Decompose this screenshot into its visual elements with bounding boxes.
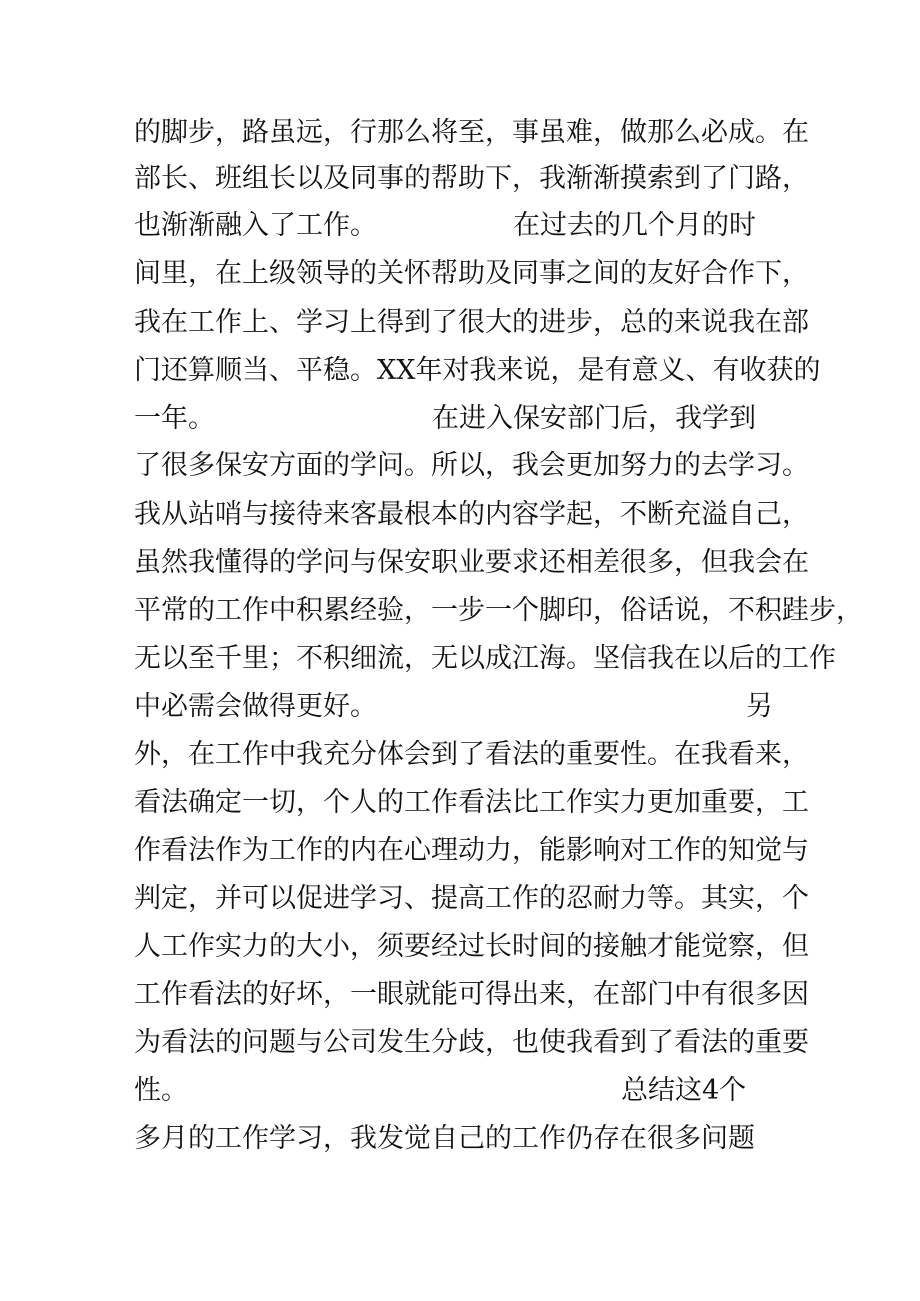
text-line-17: 判定，并可以促进学习、提高工作的忍耐力等。其实，个 — [134, 883, 809, 914]
text-line-8: 了很多保安方面的学问。所以，我会更加努力的去学习。 — [134, 450, 809, 481]
text-line-4: 间里，在上级领导的关怀帮助及同事之间的友好合作下， — [134, 258, 809, 289]
text-line-13: 中必需会做得更好。 — [134, 691, 377, 722]
text-line-2: 部长、班组长以及同事的帮助下，我渐渐摸索到了门路， — [134, 163, 809, 194]
text-line-6: 门还算顺当、平稳。XX年对我来说，是有意义、有收获的 — [134, 355, 821, 386]
text-line-20: 为看法的问题与公司发生分歧，也使我看到了看法的重要 — [134, 1027, 809, 1058]
text-line-13-continuation: 另 — [746, 691, 773, 722]
text-line-3: 也渐渐融入了工作。 — [134, 210, 377, 241]
text-line-7-continuation: 在进入保安部门后，我学到 — [432, 403, 756, 434]
text-line-21-continuation: 总结这4个 — [621, 1075, 747, 1106]
text-line-18: 人工作实力的大小，须要经过长时间的接触才能觉察，但 — [134, 931, 809, 962]
text-line-21: 性。 — [134, 1075, 188, 1106]
text-line-11: 平常的工作中积累经验，一步一个脚印，俗话说，不积跬步， — [134, 595, 863, 626]
text-line-10: 虽然我懂得的学问与保安职业要求还相差很多，但我会在 — [134, 547, 809, 578]
text-line-22: 多月的工作学习，我发觉自己的工作仍存在很多问题 — [134, 1123, 755, 1154]
text-line-1: 的脚步，路虽远，行那么将至，事虽难，做那么必成。在 — [134, 117, 809, 148]
text-line-14: 外，在工作中我充分体会到了看法的重要性。在我看来， — [134, 739, 809, 770]
text-line-19: 工作看法的好坏，一眼就能可得出来，在部门中有很多因 — [134, 979, 809, 1010]
text-line-15: 看法确定一切，个人的工作看法比工作实力更加重要，工 — [134, 787, 809, 818]
text-line-16: 作看法作为工作的内在心理动力，能影响对工作的知觉与 — [134, 835, 809, 866]
text-line-5: 我在工作上、学习上得到了很大的进步，总的来说我在部 — [134, 307, 809, 338]
text-line-3-continuation: 在过去的几个月的时 — [513, 210, 756, 241]
text-line-12: 无以至千里；不积细流，无以成江海。坚信我在以后的工作 — [134, 643, 836, 674]
text-line-7: 一年。 — [134, 403, 215, 434]
text-line-9: 我从站哨与接待来客最根本的内容学起，不断充溢自己， — [134, 499, 809, 530]
